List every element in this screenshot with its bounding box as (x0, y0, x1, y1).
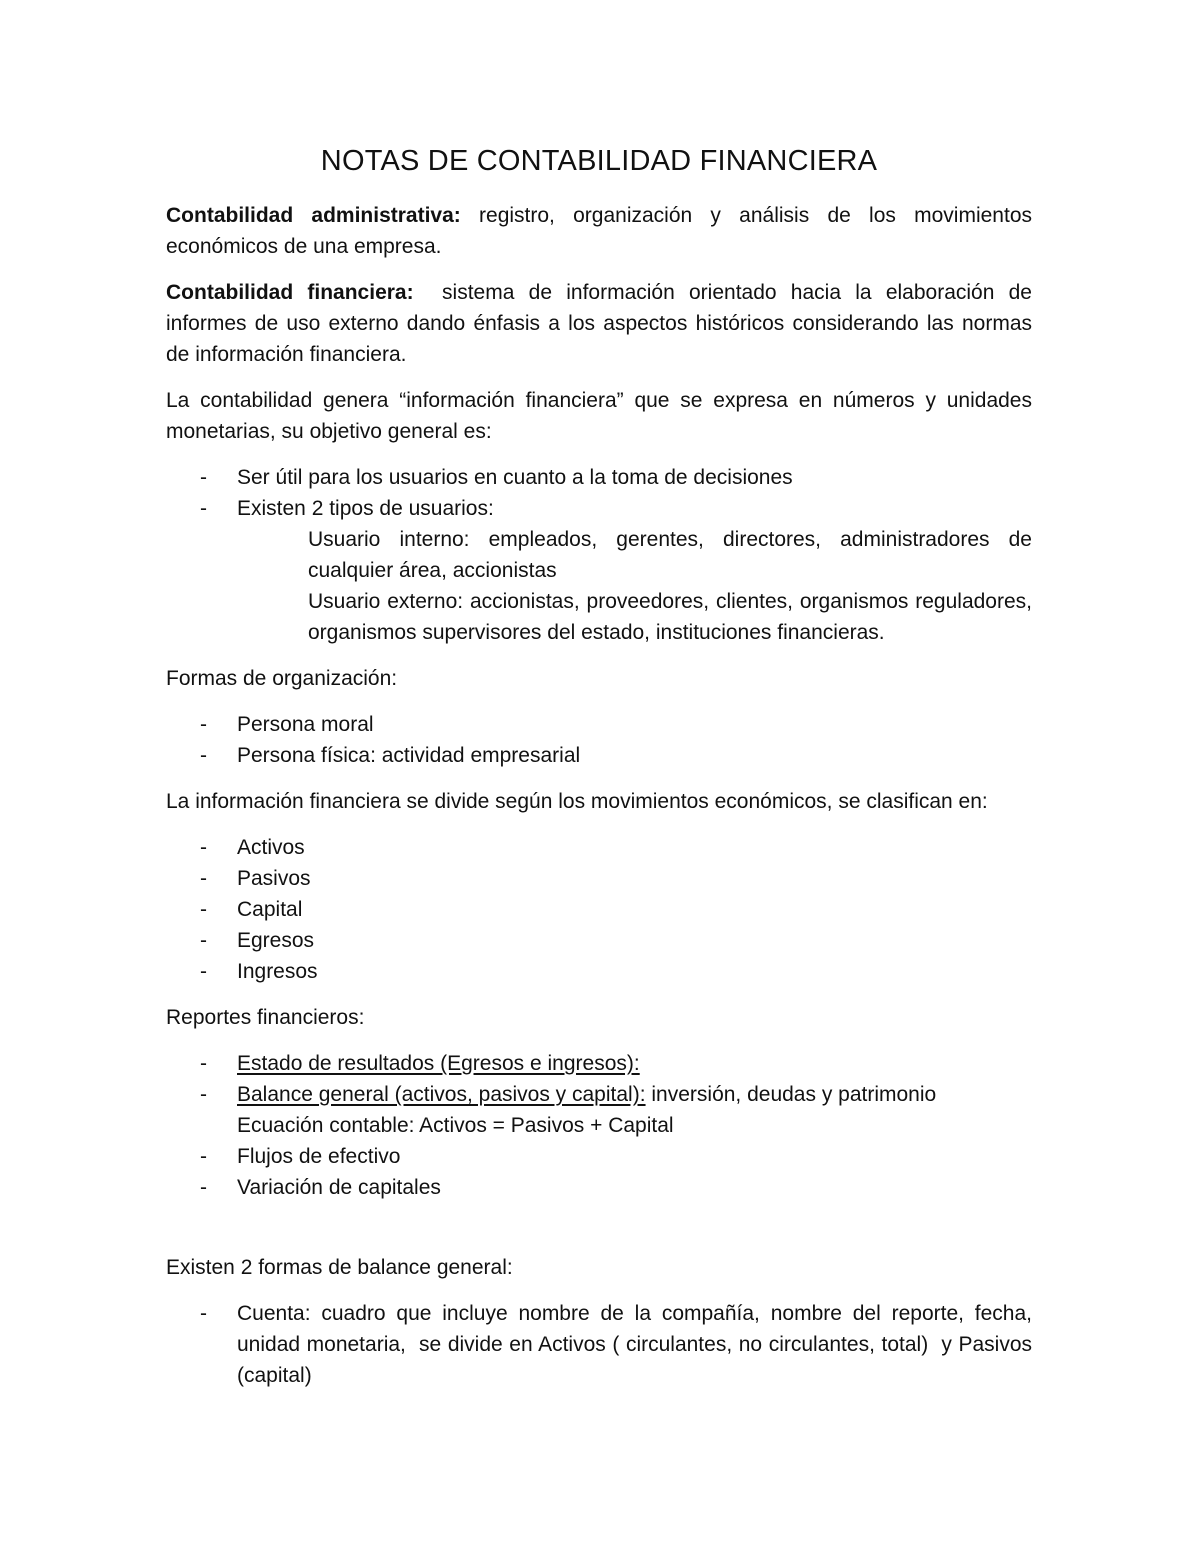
bullet-dash: - (200, 929, 207, 952)
objective-list (166, 462, 1032, 524)
bullet-dash: - (200, 898, 207, 921)
report-balance-detail: inversión, deudas y patrimonio (645, 1083, 937, 1106)
list-item (166, 1079, 1032, 1110)
definition-term: Contabilidad financiera: (166, 281, 414, 304)
classification-list (166, 832, 1032, 987)
bullet-dash: - (200, 836, 207, 859)
page-title: NOTAS DE CONTABILIDAD FINANCIERA (320, 145, 878, 177)
document-body (166, 140, 1038, 1406)
section-heading: Formas de organización: (166, 667, 398, 690)
list-item (166, 1141, 1032, 1172)
bullet-dash: - (200, 1052, 207, 1075)
list-item-text: Cuenta: cuadro que incluye nombre de la compañía, nombre del reporte, fecha, unidad monetaria, se divide en Activos ( circulantes, no circulantes, total) y Pasivos (capital) (237, 1302, 1038, 1387)
list-item-text: Pasivos (237, 867, 311, 890)
report-balance: Balance general (activos, pasivos y capital): (237, 1083, 646, 1106)
bullet-dash: - (200, 466, 207, 489)
list-item-text: Persona moral (237, 713, 374, 736)
list-item-text: Capital (237, 898, 303, 921)
list-item-text: Ser útil para los usuarios en cuanto a la toma de decisiones (237, 466, 793, 489)
bullet-dash: - (200, 1302, 207, 1325)
list-item (166, 1172, 1032, 1203)
list-item (166, 1298, 1038, 1391)
bullet-dash: - (200, 744, 207, 767)
equation-text: Ecuación contable: Activos = Pasivos + Capital (237, 1114, 674, 1137)
bullet-dash: - (200, 713, 207, 736)
accounting-equation (166, 1110, 1032, 1141)
list-item-text: Persona física: actividad empresarial (237, 744, 581, 767)
definition-text: registro, organización y análisis de los movimientos económicos de una empresa. (166, 204, 1032, 258)
list-item (166, 832, 1032, 863)
list-item-text: Flujos de efectivo (237, 1145, 401, 1168)
list-item-text: Egresos (237, 929, 315, 952)
list-item-text: Variación de capitales (237, 1176, 441, 1199)
list-item (166, 894, 1032, 925)
user-type-external: Usuario externo: accionistas, proveedores, clientes, organismos reguladores, organismos supervisores del estado, instituciones financieras. (308, 590, 1032, 644)
definition-admin (166, 200, 1032, 262)
bullet-dash: - (200, 867, 207, 890)
list-item (166, 493, 1032, 524)
definition-financial (166, 277, 1038, 370)
reports-list (166, 1048, 1032, 1203)
user-type-internal: Usuario interno: empleados, gerentes, directores, administradores de cualquier área, accionistas (308, 528, 1032, 582)
intro-paragraph: La contabilidad genera “información financiera” que se expresa en números y unidades monetarias, su objetivo general es: (166, 389, 1032, 443)
section-heading: Reportes financieros: (166, 1006, 365, 1029)
list-item (166, 956, 1032, 987)
bullet-dash: - (200, 1083, 207, 1106)
definition-text: sistema de información orientado hacia la elaboración de informes de uso externo dando énfasis a los aspectos históricos considerando las normas de información financiera. (166, 281, 1038, 366)
bullet-dash: - (200, 1145, 207, 1168)
list-item (166, 863, 1032, 894)
section-heading: Existen 2 formas de balance general: (166, 1256, 513, 1279)
list-item-text: Ingresos (237, 960, 318, 983)
list-item (166, 1048, 1032, 1079)
section-heading: La información financiera se divide según los movimientos económicos, se clasifican en: (166, 790, 988, 813)
bullet-dash: - (200, 960, 207, 983)
balance-forms-list (166, 1298, 1038, 1391)
blank-line (166, 1203, 1032, 1234)
list-item-text: Activos (237, 836, 305, 859)
list-item (166, 709, 1032, 740)
list-item-text: Existen 2 tipos de usuarios: (237, 497, 494, 520)
report-estado: Estado de resultados (Egresos e ingresos): (237, 1052, 640, 1075)
list-item (166, 462, 1032, 493)
list-item (166, 925, 1032, 956)
bullet-dash: - (200, 1176, 207, 1199)
definition-term: Contabilidad administrativa: (166, 204, 461, 227)
bullet-dash: - (200, 497, 207, 520)
organization-list (166, 709, 1032, 771)
list-item (166, 740, 1032, 771)
